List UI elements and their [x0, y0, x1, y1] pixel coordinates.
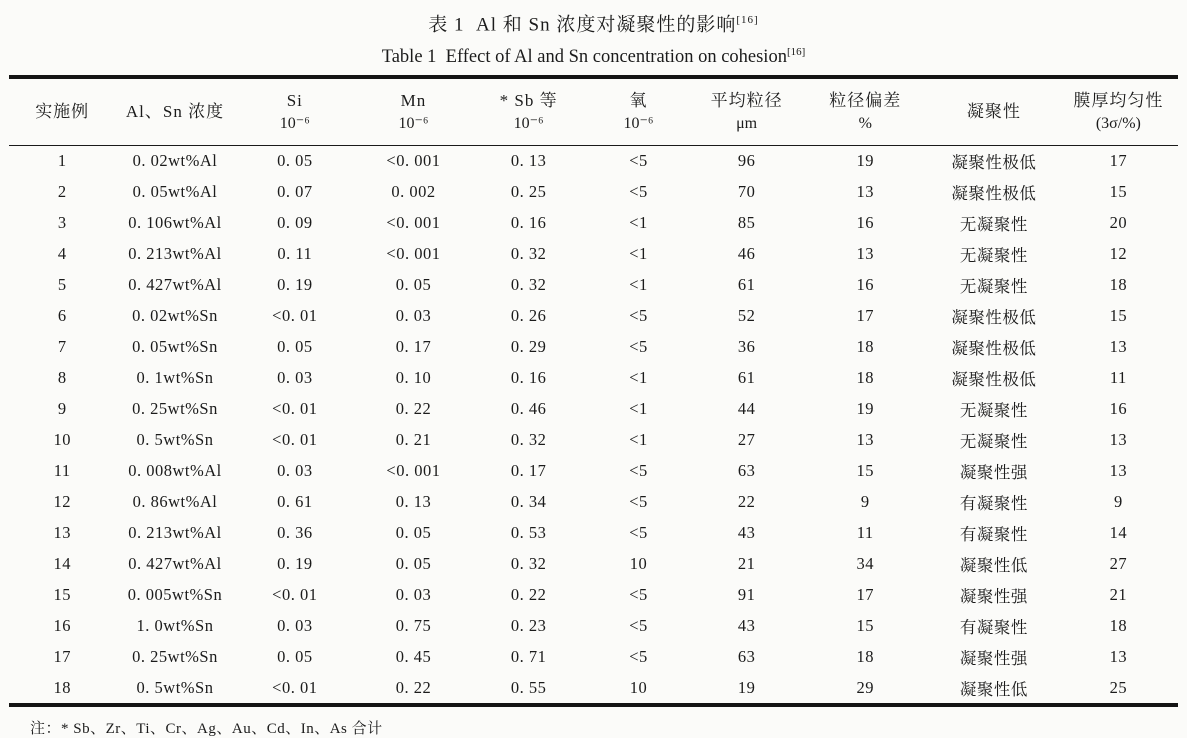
table-cell: 70: [737, 181, 756, 201]
column-header-unit: 10⁻⁶: [623, 115, 654, 133]
table-cell: 10: [53, 429, 71, 449]
table-cell: 29: [856, 677, 874, 697]
table-cell: 0. 13: [510, 151, 547, 171]
column-header-title: 氧: [629, 91, 648, 111]
table-cell: 21: [737, 553, 756, 573]
table-cell: 0. 05wt%Sn: [132, 336, 218, 356]
table-cell: <5: [629, 522, 648, 542]
table-cell: 15: [1109, 181, 1128, 201]
column-header-6: [585, 79, 691, 145]
table-cell: 18: [856, 646, 874, 666]
table-cell: <0. 001: [386, 460, 441, 480]
table-row: [9, 455, 1178, 486]
table-cell: 19: [856, 398, 874, 418]
table-cell: <0. 01: [272, 584, 318, 604]
table-cell: 91: [737, 584, 756, 604]
table-cell: 10: [629, 553, 648, 573]
table-cell: 0. 26: [510, 305, 547, 325]
table-cell: 16: [1109, 398, 1128, 418]
table-cell: <1: [629, 274, 648, 294]
table-cell: 0. 02wt%Al: [132, 151, 218, 171]
table-cell: 凝聚性极低: [951, 369, 1037, 389]
table-cell: 0. 16: [510, 367, 547, 387]
table-cell: 0. 07: [277, 181, 313, 201]
table-cell: 1. 0wt%Sn: [136, 615, 214, 635]
column-header-title: * Sb 等: [499, 91, 558, 111]
table-cell: 0. 008wt%Al: [128, 460, 222, 480]
table-cell: 凝聚性极低: [951, 338, 1037, 358]
table-cell: 0. 36: [277, 522, 313, 542]
table-cell: 0. 427wt%Al: [128, 274, 222, 294]
table-cell: 27: [737, 429, 756, 449]
table-cell: 有凝聚性: [959, 493, 1028, 513]
table-cell: 凝聚性极低: [951, 183, 1037, 203]
table-cell: 0. 45: [395, 646, 432, 666]
column-header-title: 平均粒径: [710, 91, 783, 111]
table-cell: <5: [629, 584, 648, 604]
table-row: [9, 610, 1178, 641]
table-cell: 8: [57, 367, 67, 387]
table-row: [9, 207, 1178, 238]
table-cell: 15: [1109, 305, 1128, 325]
table-cell: 0. 1wt%Sn: [136, 367, 214, 387]
table-cell: 0. 005wt%Sn: [127, 584, 223, 604]
table-cell: 0. 5wt%Sn: [136, 677, 214, 697]
table-cell: 13: [1109, 460, 1128, 480]
column-header-2: [115, 79, 234, 145]
table-caption-zh-ref: [16]: [736, 14, 759, 26]
table-cell: 0. 10: [395, 367, 432, 387]
table-cell: <0. 001: [386, 243, 441, 263]
table-cell: 凝聚性强: [959, 648, 1028, 668]
table-cell: 15: [856, 460, 874, 480]
table-cell: 有凝聚性: [959, 617, 1028, 637]
table-cell: 0. 75: [395, 615, 432, 635]
table-cell: 0. 29: [510, 336, 547, 356]
table-row: [9, 331, 1178, 362]
table-cell: 0. 25: [510, 181, 547, 201]
table-cell: 14: [1109, 522, 1128, 542]
table-cell: 0. 03: [277, 367, 313, 387]
column-header-title: Mn: [400, 91, 427, 111]
column-header-title: 凝聚性: [966, 102, 1021, 122]
table-cell: 0. 13: [395, 491, 432, 511]
table-row: [9, 579, 1178, 610]
table-cell: <1: [629, 367, 648, 387]
table-cell: 1: [57, 151, 67, 171]
table-cell: <1: [629, 212, 648, 232]
table-cell: 43: [737, 522, 756, 542]
table-cell: 0. 19: [277, 274, 313, 294]
table-cell: 63: [737, 646, 756, 666]
table-cell: 0. 17: [395, 336, 432, 356]
data-table-wrapper: [9, 75, 1178, 707]
table-cell: 11: [856, 522, 874, 542]
table-cell: 0. 427wt%Al: [128, 553, 222, 573]
table-cell: 0. 53: [510, 522, 547, 542]
table-cell: 0. 86wt%Al: [132, 491, 218, 511]
table-cell: 0. 25wt%Sn: [132, 646, 218, 666]
table-row: [9, 641, 1178, 672]
table-cell: 11: [1109, 367, 1127, 387]
table-cell: <5: [629, 615, 648, 635]
table-cell: 0. 03: [395, 584, 432, 604]
table-cell: 17: [856, 584, 874, 604]
table-cell: 0. 03: [277, 615, 313, 635]
table-cell: 15: [53, 584, 71, 604]
table-cell: 0. 32: [510, 274, 547, 294]
table-cell: 0. 05: [395, 274, 432, 294]
table-cell: 7: [57, 336, 67, 356]
table-cell: <5: [629, 151, 648, 171]
table-cell: 0. 46: [510, 398, 547, 418]
table-cell: <5: [629, 336, 648, 356]
table-cell: 0. 05: [395, 553, 432, 573]
table-row: [9, 672, 1178, 703]
table-cell: 0. 5wt%Sn: [136, 429, 214, 449]
table-cell: 0. 03: [277, 460, 313, 480]
table-cell: <0. 01: [272, 677, 318, 697]
table-cell: 0. 16: [510, 212, 547, 232]
column-header-title: Al、Sn 浓度: [125, 102, 225, 122]
table-row: [9, 548, 1178, 579]
table-cell: 12: [1109, 243, 1128, 263]
table-caption-zh: [0, 7, 1187, 38]
table-cell: 17: [856, 305, 874, 325]
table-cell: 61: [737, 274, 756, 294]
table-cell: <0. 01: [272, 398, 318, 418]
column-header-7: [692, 79, 802, 145]
table-cell: 19: [856, 151, 874, 171]
table-cell: 0. 32: [510, 553, 547, 573]
table-cell: 63: [737, 460, 756, 480]
table-cell: 44: [737, 398, 756, 418]
table-cell: 0. 23: [510, 615, 547, 635]
table-body: [9, 145, 1178, 703]
table-cell: 凝聚性强: [959, 586, 1028, 606]
table-cell: 无凝聚性: [959, 400, 1028, 420]
table-header: [9, 79, 1178, 145]
table-cell: 无凝聚性: [959, 245, 1028, 265]
table-row: [9, 486, 1178, 517]
table-caption-zh-text: 表 1 Al 和 Sn 浓度对凝聚性的影响: [428, 14, 737, 36]
table-cell: 18: [856, 367, 874, 387]
column-header-4: [355, 79, 472, 145]
table-cell: 0. 213wt%Al: [128, 243, 222, 263]
table-cell: 22: [737, 491, 756, 511]
table-cell: 无凝聚性: [959, 214, 1028, 234]
column-header-10: [1059, 79, 1178, 145]
table-cell: 0. 05: [277, 646, 313, 666]
table-cell: 52: [737, 305, 756, 325]
table-cell: 16: [856, 212, 874, 232]
table-cell: 18: [856, 336, 874, 356]
table-cell: 凝聚性极低: [951, 153, 1037, 173]
table-cell: 凝聚性强: [959, 462, 1028, 482]
table-cell: <1: [629, 429, 648, 449]
table-cell: 34: [856, 553, 874, 573]
table-cell: 46: [737, 243, 756, 263]
table-cell: 0. 19: [277, 553, 313, 573]
table-cell: 0. 002: [391, 181, 436, 201]
table-cell: 0. 55: [510, 677, 547, 697]
table-cell: 17: [53, 646, 71, 666]
table-cell: 0. 21: [395, 429, 432, 449]
table-bottom-rule: [9, 703, 1178, 707]
table-cell: 17: [1109, 151, 1128, 171]
table-cell: 15: [856, 615, 874, 635]
table-cell: 14: [53, 553, 71, 573]
table-cell: <5: [629, 305, 648, 325]
column-header-1: [9, 79, 115, 145]
table-cell: 13: [1109, 646, 1128, 666]
table-cell: 61: [737, 367, 756, 387]
table-cell: <5: [629, 181, 648, 201]
table-row: [9, 269, 1178, 300]
table-footnote: 注：* Sb、Zr、Ti、Cr、Ag、Au、Cd、In、As 合计: [30, 721, 383, 738]
column-header-title: 粒径偏差: [829, 91, 902, 111]
column-header-9: [929, 79, 1059, 145]
table-cell: <5: [629, 491, 648, 511]
table-row: [9, 238, 1178, 269]
table-cell: 5: [57, 274, 67, 294]
table-caption-en-ref: [16]: [786, 46, 806, 59]
table-caption-en: [0, 38, 1187, 71]
table-cell: 9: [57, 398, 67, 418]
column-header-title: Si: [286, 91, 303, 111]
table-cell: 0. 03: [395, 305, 432, 325]
table-caption-en-text: Table 1 Effect of Al and Sn concentration on cohesion: [381, 47, 787, 68]
table-cell: 0. 32: [510, 243, 547, 263]
table-cell: 0. 05wt%Al: [132, 181, 218, 201]
column-header-title: 膜厚均匀性: [1073, 91, 1164, 111]
table-cell: 0. 213wt%Al: [128, 522, 222, 542]
table-cell: 18: [53, 677, 71, 697]
table-cell: 13: [1109, 429, 1128, 449]
table-cell: 0. 05: [277, 151, 313, 171]
table-cell: 凝聚性极低: [951, 307, 1037, 327]
table-cell: 0. 25wt%Sn: [132, 398, 218, 418]
column-header-unit: (3σ/%): [1095, 115, 1141, 133]
column-header-unit: 10⁻⁶: [398, 115, 429, 133]
table-cell: 19: [737, 677, 756, 697]
table-row: [9, 517, 1178, 548]
table-cell: 0. 02wt%Sn: [132, 305, 218, 325]
column-header-unit: 10⁻⁶: [513, 115, 544, 133]
table-cell: 0. 11: [277, 243, 313, 263]
data-table: [9, 79, 1178, 703]
table-cell: 36: [737, 336, 756, 356]
table-cell: 0. 09: [277, 212, 313, 232]
table-cell: 18: [1109, 274, 1128, 294]
table-cell: 0. 32: [510, 429, 547, 449]
table-cell: 9: [860, 491, 870, 511]
table-cell: 13: [856, 243, 874, 263]
table-cell: 85: [737, 212, 756, 232]
table-cell: 18: [1109, 615, 1128, 635]
table-cell: 10: [629, 677, 648, 697]
table-cell: 4: [57, 243, 67, 263]
table-cell: 0. 106wt%Al: [128, 212, 222, 232]
table-row: [9, 393, 1178, 424]
table-cell: <0. 001: [386, 212, 441, 232]
table-cell: 9: [1113, 491, 1123, 511]
table-row: [9, 145, 1178, 176]
table-header-row: [9, 79, 1178, 145]
table-cell: 凝聚性低: [959, 679, 1028, 699]
table-cell: 6: [57, 305, 67, 325]
table-row: [9, 424, 1178, 455]
table-cell: 0. 34: [510, 491, 547, 511]
table-cell: 0. 17: [510, 460, 547, 480]
column-header-unit: %: [858, 115, 872, 133]
table-cell: 20: [1109, 212, 1128, 232]
table-cell: 27: [1109, 553, 1128, 573]
column-header-unit: μm: [736, 115, 758, 133]
table-row: [9, 362, 1178, 393]
table-cell: 13: [1109, 336, 1128, 356]
column-header-8: [802, 79, 929, 145]
column-header-title: 实施例: [35, 102, 90, 122]
table-cell: 16: [856, 274, 874, 294]
table-cell: 凝聚性低: [959, 555, 1028, 575]
table-cell: 0. 22: [395, 677, 432, 697]
table-cell: <1: [629, 398, 648, 418]
table-cell: 43: [737, 615, 756, 635]
table-cell: <5: [629, 460, 648, 480]
table-cell: 0. 05: [395, 522, 432, 542]
table-cell: 13: [53, 522, 71, 542]
table-cell: 16: [53, 615, 71, 635]
table-cell: 3: [57, 212, 67, 232]
table-cell: 0. 22: [395, 398, 432, 418]
table-cell: 12: [53, 491, 71, 511]
table-cell: 0. 22: [510, 584, 547, 604]
table-cell: 0. 61: [277, 491, 313, 511]
table-cell: 96: [737, 151, 756, 171]
table-cell: 11: [53, 460, 71, 480]
table-cell: <0. 01: [272, 429, 318, 449]
table-cell: 21: [1109, 584, 1128, 604]
table-cell: 有凝聚性: [959, 524, 1028, 544]
table-cell: 13: [856, 429, 874, 449]
column-header-3: [235, 79, 355, 145]
table-cell: 无凝聚性: [959, 276, 1028, 296]
table-cell: 无凝聚性: [959, 431, 1028, 451]
table-row: [9, 300, 1178, 331]
table-cell: 2: [57, 181, 67, 201]
column-header-5: [472, 79, 585, 145]
table-cell: <0. 01: [272, 305, 318, 325]
column-header-unit: 10⁻⁶: [279, 115, 310, 133]
table-cell: 0. 71: [510, 646, 547, 666]
table-cell: <0. 001: [386, 151, 441, 171]
table-cell: 13: [856, 181, 874, 201]
table-cell: <5: [629, 646, 648, 666]
table-cell: 0. 05: [277, 336, 313, 356]
table-cell: 25: [1109, 677, 1128, 697]
table-row: [9, 176, 1178, 207]
table-cell: <1: [629, 243, 648, 263]
